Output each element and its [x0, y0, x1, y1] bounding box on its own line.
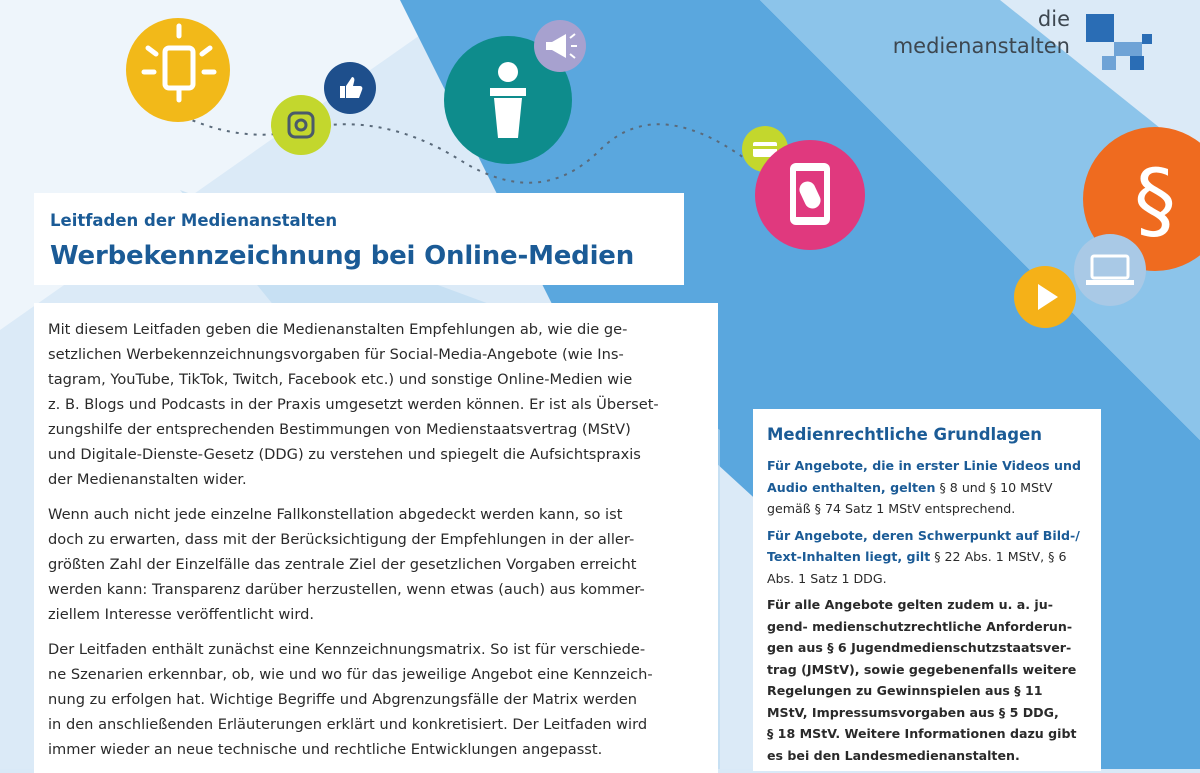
- text-line: größten Zahl der Einzelfälle das zentrale Ziel der gesetzlichen Vorgaben erreicht: [48, 556, 637, 573]
- pill-phone-icon: [750, 135, 870, 255]
- legal-block-all-offers: [767, 594, 1093, 766]
- page-title: Werbekennzeichnung bei Online-Medien: [50, 241, 635, 271]
- text-line: werden kann: Transparenz darüber herzustellen, wenn etwas (auch) aus kommer-: [48, 581, 645, 598]
- play-icon: [1012, 264, 1078, 330]
- lightbulb-phone-icon: [110, 8, 240, 128]
- legal-block-image-text: [767, 525, 1093, 590]
- text-line: gen aus § 6 Jugendmedienschutzstaatsver-: [767, 640, 1072, 655]
- text-line: Für alle Angebote gelten zudem u. a. ju-: [767, 597, 1053, 612]
- text-line: [767, 546, 1093, 568]
- text-line: zungshilfe der entsprechenden Bestimmungen von Medienstaatsvertrag (MStV): [48, 421, 631, 438]
- text-line: ne Szenarien erkennbar, ob, wie und wo für das jeweilige Angebot eine Kennzeich-: [48, 666, 653, 683]
- kicker: Leitfaden der Medienanstalten: [50, 211, 338, 230]
- logo-line-2: medienanstalten: [892, 34, 1070, 58]
- paragraph-3: [48, 637, 706, 762]
- text-regular: § 8 und § 10 MStV: [935, 479, 1053, 495]
- text-line: ziellem Interesse veröffentlicht wird.: [48, 606, 314, 623]
- text-line: [767, 477, 1093, 499]
- text-line: § 18 MStV. Weitere Informationen dazu gibt: [767, 726, 1077, 741]
- text-line: Mit diesem Leitfaden geben die Medienanstalten Empfehlungen ab, wie die ge-: [48, 321, 628, 338]
- text-line: Regelungen zu Gewinnspielen aus § 11: [767, 683, 1043, 698]
- text-line: z. B. Blogs und Podcasts in der Praxis umgesetzt werden können. Er ist als Überset-: [48, 396, 659, 413]
- text-line: trag (JMStV), sowie gegebenenfalls weitere: [767, 661, 1077, 677]
- text-line: und Digitale-Dienste-Gesetz (DDG) zu verstehen und spiegelt die Aufsichtspraxis: [48, 446, 641, 463]
- text-line: immer wieder an neue technische und rechtliche Entwicklungen angepasst.: [48, 741, 603, 758]
- laptop-icon: [1070, 232, 1150, 308]
- paragraph-1: [48, 317, 706, 492]
- text-line: der Medienanstalten wider.: [48, 471, 247, 488]
- text-line: Abs. 1 Satz 1 DDG.: [767, 570, 887, 586]
- text-regular: § 22 Abs. 1 MStV, § 6: [930, 549, 1067, 564]
- title-box: [34, 193, 684, 285]
- text-line: es bei den Landesmedienanstalten.: [767, 747, 1020, 763]
- megaphone-icon: [530, 18, 590, 74]
- text-line: gend- medienschutzrechtliche Anforderun-: [767, 618, 1073, 634]
- main-text-box: [34, 303, 718, 773]
- legal-block-video-audio: [767, 455, 1093, 520]
- text-line: MStV, Impressumsvorgaben aus § 5 DDG,: [767, 704, 1059, 720]
- legal-basis-box: [753, 409, 1101, 771]
- text-line: gemäß § 74 Satz 1 MStV entsprechend.: [767, 501, 1016, 516]
- logo-line-1: die: [1037, 7, 1070, 31]
- text-line: Wenn auch nicht jede einzelne Fallkonstellation abgedeckt werden kann, so ist: [48, 506, 623, 523]
- text-line: in den anschließenden Erläuterungen erklärt und konkretisiert. Der Leitfaden wird: [48, 716, 648, 733]
- text-line: doch zu erwarten, dass mit der Berücksichtigung der Empfehlungen in der aller-: [48, 531, 635, 548]
- instagram-icon: [265, 92, 335, 158]
- text-line: nung zu erfolgen hat. Wichtige Begriffe und Abgrenzungsfälle der Matrix werden: [48, 691, 637, 708]
- text-bold: Text-Inhalten liegt, gilt: [767, 549, 931, 564]
- sidebar-title: Medienrechtliche Grundlagen: [767, 425, 1043, 444]
- text-bold: Audio enthalten, gelten: [767, 479, 936, 495]
- text-line: Der Leitfaden enthält zunächst eine Kennzeichnungsmatrix. So ist für verschiede-: [48, 641, 646, 658]
- text-line: tagram, YouTube, TikTok, Twitch, Facebook etc.) und sonstige Online-Medien wie: [48, 371, 633, 388]
- text-line: setzlichen Werbekennzeichnungsvorgaben für Social-Media-Angebote (wie Ins-: [48, 346, 624, 363]
- svg-text:§: §: [1134, 151, 1176, 249]
- paragraph-2: [48, 502, 706, 627]
- text-line: Für Angebote, die in erster Linie Videos und: [767, 458, 1081, 473]
- text-line: Für Angebote, deren Schwerpunkt auf Bild-/: [767, 527, 1080, 543]
- logo: [893, 6, 1070, 60]
